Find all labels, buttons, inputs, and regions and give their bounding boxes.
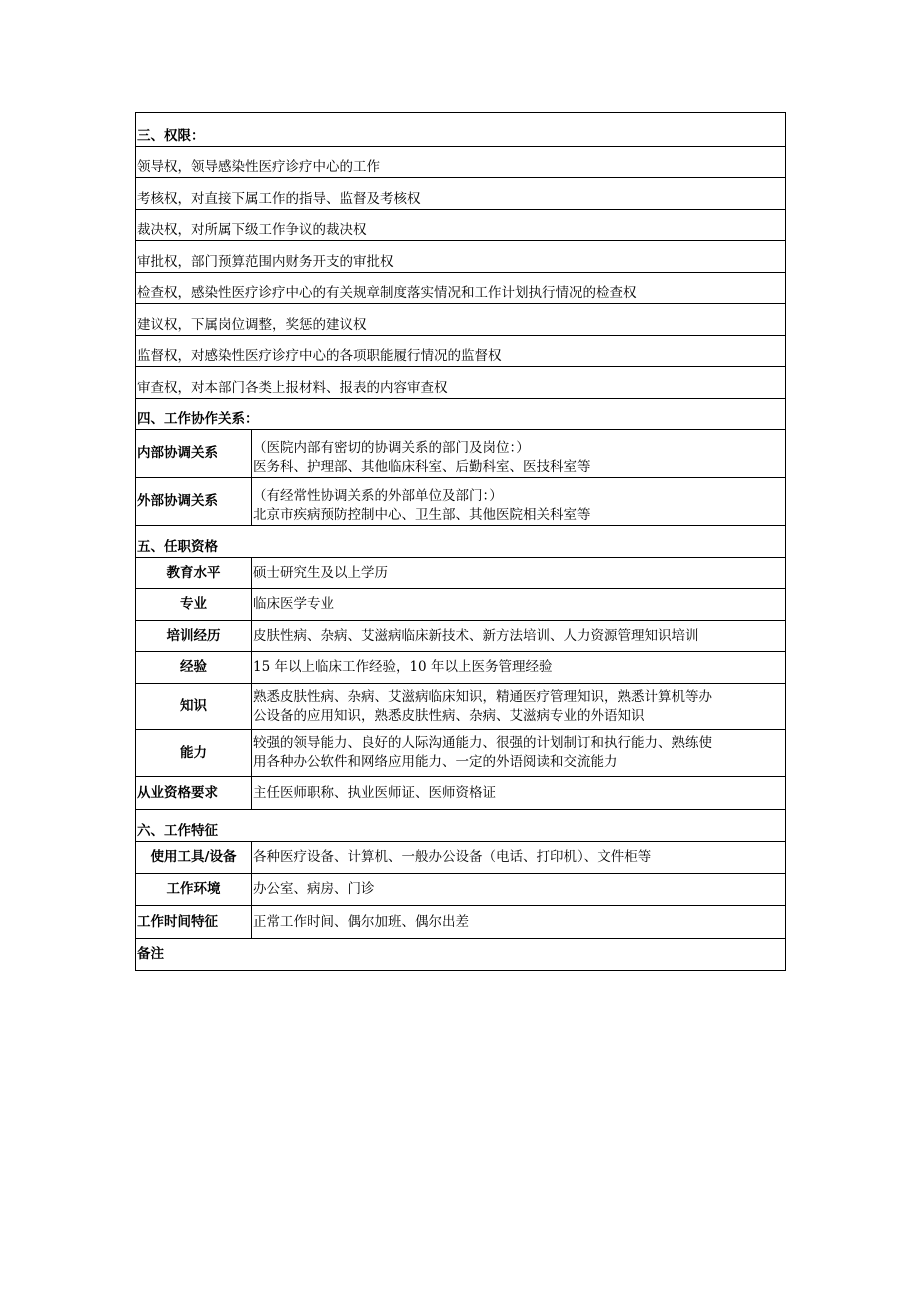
section-heading-features: 六、工作特征 — [136, 810, 786, 842]
authority-row: 考核权，对直接下属工作的指导、监督及考核权 — [136, 178, 786, 210]
external-coordination-note: （有经常性协调关系的外部单位及部门：） — [253, 488, 503, 504]
ability-line: 较强的领导能力、良好的人际沟通能力、很强的计划制订和执行能力、熟练使 — [253, 735, 712, 751]
tools-label: 使用工具/设备 — [136, 842, 252, 874]
external-coordination-value: 北京市疾病预防控制中心、卫生部、其他医院相关科室等 — [253, 507, 591, 523]
section-heading-qualifications: 五、任职资格 — [136, 526, 786, 558]
training-label: 培训经历 — [136, 621, 252, 652]
tools-value: 各种医疗设备、计算机、一般办公设备（电话、打印机）、文件柜等 — [252, 842, 786, 874]
authority-row: 检查权，感染性医疗诊疗中心的有关规章制度落实情况和工作计划执行情况的检查权 — [136, 273, 786, 304]
education-value: 硕士研究生及以上学历 — [252, 558, 786, 589]
license-value: 主任医师职称、执业医师证、医师资格证 — [252, 777, 786, 810]
training-value: 皮肤性病、杂病、艾滋病临床新技术、新方法培训、人力资源管理知识培训 — [252, 621, 786, 652]
environment-value: 办公室、病房、门诊 — [252, 874, 786, 906]
ability-label: 能力 — [136, 730, 252, 777]
knowledge-line: 熟悉皮肤性病、杂病、艾滋病临床知识，精通医疗管理知识，熟悉计算机等办 — [253, 688, 712, 705]
remarks-label: 备注 — [136, 939, 786, 971]
license-label: 从业资格要求 — [136, 777, 252, 810]
authority-row: 建议权，下属岗位调整，奖惩的建议权 — [136, 304, 786, 336]
section-heading-cooperation: 四、工作协作关系： — [136, 399, 786, 430]
authority-row: 审查权，对本部门各类上报材料、报表的内容审查权 — [136, 367, 786, 399]
knowledge-line: 公设备的应用知识，熟悉皮肤性病、杂病、艾滋病专业的外语知识 — [253, 707, 645, 724]
authority-row: 监督权，对感染性医疗诊疗中心的各项职能履行情况的监督权 — [136, 336, 786, 367]
knowledge-cell — [252, 684, 786, 730]
internal-coordination-label: 内部协调关系 — [136, 430, 252, 478]
work-time-value: 正常工作时间、偶尔加班、偶尔出差 — [252, 906, 786, 939]
ability-line: 用各种办公软件和网络应用能力、一定的外语阅读和交流能力 — [253, 754, 618, 770]
internal-coordination-cell — [252, 430, 786, 478]
education-label: 教育水平 — [136, 558, 252, 589]
authority-row: 裁决权，对所属下级工作争议的裁决权 — [136, 210, 786, 241]
job-description-table — [135, 112, 786, 971]
environment-label: 工作环境 — [136, 874, 252, 906]
internal-coordination-note: （医院内部有密切的协调关系的部门及岗位：） — [253, 440, 530, 456]
experience-label: 经验 — [136, 652, 252, 684]
knowledge-label: 知识 — [136, 684, 252, 730]
section-heading-authority: 三、权限： — [136, 113, 786, 147]
authority-row: 审批权，部门预算范围内财务开支的审批权 — [136, 241, 786, 273]
external-coordination-label: 外部协调关系 — [136, 478, 252, 526]
ability-cell — [252, 730, 786, 777]
external-coordination-cell — [252, 478, 786, 526]
work-time-label: 工作时间特征 — [136, 906, 252, 939]
internal-coordination-value: 医务科、护理部、其他临床科室、后勤科室、医技科室等 — [253, 459, 591, 475]
major-label: 专业 — [136, 589, 252, 621]
experience-value: 15 年以上临床工作经验，10 年以上医务管理经验 — [252, 652, 786, 684]
authority-row: 领导权，领导感染性医疗诊疗中心的工作 — [136, 147, 786, 178]
major-value: 临床医学专业 — [252, 589, 786, 621]
